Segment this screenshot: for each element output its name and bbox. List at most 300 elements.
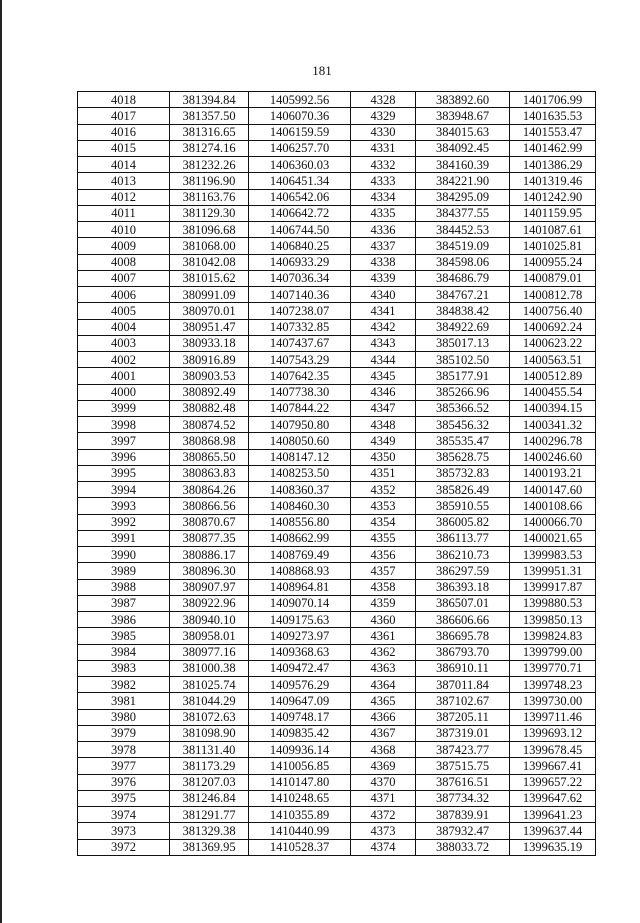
x-coordinate-cell: 385826.49 bbox=[416, 482, 510, 498]
table-row bbox=[78, 465, 596, 481]
point-number-cell: 4353 bbox=[351, 498, 416, 514]
y-coordinate-cell: 1399850.13 bbox=[510, 612, 596, 628]
x-coordinate-cell: 381025.74 bbox=[170, 677, 249, 693]
y-coordinate-cell: 1409576.29 bbox=[249, 677, 351, 693]
point-number-cell: 4338 bbox=[351, 254, 416, 270]
y-coordinate-cell: 1399770.71 bbox=[510, 660, 596, 676]
table-row bbox=[78, 368, 596, 384]
point-number-cell: 4374 bbox=[351, 839, 416, 855]
y-coordinate-cell: 1400812.78 bbox=[510, 287, 596, 303]
y-coordinate-cell: 1407238.07 bbox=[249, 303, 351, 319]
table-row bbox=[78, 693, 596, 709]
y-coordinate-cell: 1409175.63 bbox=[249, 612, 351, 628]
y-coordinate-cell: 1408360.37 bbox=[249, 482, 351, 498]
point-number-cell: 4373 bbox=[351, 823, 416, 839]
table-row bbox=[78, 839, 596, 855]
page-number: 181 bbox=[312, 63, 332, 78]
point-number-cell: 3983 bbox=[78, 660, 170, 676]
point-number-cell: 3978 bbox=[78, 742, 170, 758]
x-coordinate-cell: 380977.16 bbox=[170, 644, 249, 660]
point-number-cell: 3986 bbox=[78, 612, 170, 628]
y-coordinate-cell: 1400341.32 bbox=[510, 417, 596, 433]
table-row bbox=[78, 774, 596, 790]
y-coordinate-cell: 1409748.17 bbox=[249, 709, 351, 725]
x-coordinate-cell: 381044.29 bbox=[170, 693, 249, 709]
x-coordinate-cell: 386393.18 bbox=[416, 579, 510, 595]
y-coordinate-cell: 1410528.37 bbox=[249, 839, 351, 855]
table-row bbox=[78, 579, 596, 595]
x-coordinate-cell: 381196.90 bbox=[170, 173, 249, 189]
point-number-cell: 3980 bbox=[78, 709, 170, 725]
y-coordinate-cell: 1406451.34 bbox=[249, 173, 351, 189]
y-coordinate-cell: 1409368.63 bbox=[249, 644, 351, 660]
point-number-cell: 4007 bbox=[78, 270, 170, 286]
y-coordinate-cell: 1400394.15 bbox=[510, 400, 596, 416]
table-row bbox=[78, 189, 596, 205]
point-number-cell: 3976 bbox=[78, 774, 170, 790]
x-coordinate-cell: 385017.13 bbox=[416, 335, 510, 351]
x-coordinate-cell: 384519.09 bbox=[416, 238, 510, 254]
point-number-cell: 4351 bbox=[351, 465, 416, 481]
x-coordinate-cell: 381000.38 bbox=[170, 660, 249, 676]
point-number-cell: 4337 bbox=[351, 238, 416, 254]
table-row bbox=[78, 352, 596, 368]
point-number-cell: 3994 bbox=[78, 482, 170, 498]
x-coordinate-cell: 381131.40 bbox=[170, 742, 249, 758]
table-row bbox=[78, 384, 596, 400]
y-coordinate-cell: 1401706.99 bbox=[510, 92, 596, 108]
point-number-cell: 4004 bbox=[78, 319, 170, 335]
x-coordinate-cell: 381246.84 bbox=[170, 790, 249, 806]
table-row bbox=[78, 644, 596, 660]
x-coordinate-cell: 380907.97 bbox=[170, 579, 249, 595]
x-coordinate-cell: 384377.55 bbox=[416, 205, 510, 221]
point-number-cell: 4343 bbox=[351, 335, 416, 351]
point-number-cell: 4342 bbox=[351, 319, 416, 335]
y-coordinate-cell: 1408769.49 bbox=[249, 547, 351, 563]
x-coordinate-cell: 380877.35 bbox=[170, 530, 249, 546]
x-coordinate-cell: 380870.67 bbox=[170, 514, 249, 530]
x-coordinate-cell: 381274.16 bbox=[170, 140, 249, 156]
table-row bbox=[78, 530, 596, 546]
y-coordinate-cell: 1400692.24 bbox=[510, 319, 596, 335]
point-number-cell: 4340 bbox=[351, 287, 416, 303]
y-coordinate-cell: 1400147.60 bbox=[510, 482, 596, 498]
point-number-cell: 3979 bbox=[78, 725, 170, 741]
y-coordinate-cell: 1400455.54 bbox=[510, 384, 596, 400]
y-coordinate-cell: 1400296.78 bbox=[510, 433, 596, 449]
y-coordinate-cell: 1401635.53 bbox=[510, 108, 596, 124]
point-number-cell: 4000 bbox=[78, 384, 170, 400]
y-coordinate-cell: 1399641.23 bbox=[510, 807, 596, 823]
x-coordinate-cell: 385910.55 bbox=[416, 498, 510, 514]
x-coordinate-cell: 380886.17 bbox=[170, 547, 249, 563]
x-coordinate-cell: 381042.08 bbox=[170, 254, 249, 270]
y-coordinate-cell: 1407844.22 bbox=[249, 400, 351, 416]
point-number-cell: 4341 bbox=[351, 303, 416, 319]
x-coordinate-cell: 384686.79 bbox=[416, 270, 510, 286]
point-number-cell: 4334 bbox=[351, 189, 416, 205]
x-coordinate-cell: 384838.42 bbox=[416, 303, 510, 319]
x-coordinate-cell: 380874.52 bbox=[170, 417, 249, 433]
y-coordinate-cell: 1400563.51 bbox=[510, 352, 596, 368]
x-coordinate-cell: 385177.91 bbox=[416, 368, 510, 384]
point-number-cell: 3989 bbox=[78, 563, 170, 579]
y-coordinate-cell: 1399635.19 bbox=[510, 839, 596, 855]
point-number-cell: 4001 bbox=[78, 368, 170, 384]
x-coordinate-cell: 380866.56 bbox=[170, 498, 249, 514]
x-coordinate-cell: 387932.47 bbox=[416, 823, 510, 839]
x-coordinate-cell: 381357.50 bbox=[170, 108, 249, 124]
point-number-cell: 3987 bbox=[78, 595, 170, 611]
x-coordinate-cell: 380896.30 bbox=[170, 563, 249, 579]
x-coordinate-cell: 385456.32 bbox=[416, 417, 510, 433]
y-coordinate-cell: 1409472.47 bbox=[249, 660, 351, 676]
x-coordinate-cell: 381316.65 bbox=[170, 124, 249, 140]
y-coordinate-cell: 1406744.50 bbox=[249, 222, 351, 238]
x-coordinate-cell: 385535.47 bbox=[416, 433, 510, 449]
y-coordinate-cell: 1408556.80 bbox=[249, 514, 351, 530]
point-number-cell: 4332 bbox=[351, 157, 416, 173]
x-coordinate-cell: 383892.60 bbox=[416, 92, 510, 108]
table-row bbox=[78, 270, 596, 286]
y-coordinate-cell: 1400246.60 bbox=[510, 449, 596, 465]
point-number-cell: 4371 bbox=[351, 790, 416, 806]
point-number-cell: 4017 bbox=[78, 108, 170, 124]
x-coordinate-cell: 388033.72 bbox=[416, 839, 510, 855]
y-coordinate-cell: 1410147.80 bbox=[249, 774, 351, 790]
x-coordinate-cell: 387319.01 bbox=[416, 725, 510, 741]
y-coordinate-cell: 1399667.41 bbox=[510, 758, 596, 774]
y-coordinate-cell: 1399730.00 bbox=[510, 693, 596, 709]
y-coordinate-cell: 1401087.61 bbox=[510, 222, 596, 238]
table-row bbox=[78, 124, 596, 140]
table-row bbox=[78, 222, 596, 238]
x-coordinate-cell: 384221.90 bbox=[416, 173, 510, 189]
table-row bbox=[78, 108, 596, 124]
table-row bbox=[78, 742, 596, 758]
x-coordinate-cell: 386005.82 bbox=[416, 514, 510, 530]
y-coordinate-cell: 1400623.22 bbox=[510, 335, 596, 351]
table-row bbox=[78, 319, 596, 335]
y-coordinate-cell: 1406542.06 bbox=[249, 189, 351, 205]
point-number-cell: 3996 bbox=[78, 449, 170, 465]
x-coordinate-cell: 381098.90 bbox=[170, 725, 249, 741]
point-number-cell: 3990 bbox=[78, 547, 170, 563]
y-coordinate-cell: 1400066.70 bbox=[510, 514, 596, 530]
point-number-cell: 4339 bbox=[351, 270, 416, 286]
point-number-cell: 4335 bbox=[351, 205, 416, 221]
table-row bbox=[78, 482, 596, 498]
y-coordinate-cell: 1408460.30 bbox=[249, 498, 351, 514]
table-row bbox=[78, 725, 596, 741]
y-coordinate-cell: 1409070.14 bbox=[249, 595, 351, 611]
table-row bbox=[78, 92, 596, 108]
point-number-cell: 3995 bbox=[78, 465, 170, 481]
x-coordinate-cell: 384092.45 bbox=[416, 140, 510, 156]
x-coordinate-cell: 381207.03 bbox=[170, 774, 249, 790]
point-number-cell: 4363 bbox=[351, 660, 416, 676]
x-coordinate-cell: 381096.68 bbox=[170, 222, 249, 238]
point-number-cell: 4329 bbox=[351, 108, 416, 124]
x-coordinate-cell: 381291.77 bbox=[170, 807, 249, 823]
y-coordinate-cell: 1399748.23 bbox=[510, 677, 596, 693]
x-coordinate-cell: 386507.01 bbox=[416, 595, 510, 611]
x-coordinate-cell: 384295.09 bbox=[416, 189, 510, 205]
x-coordinate-cell: 386113.77 bbox=[416, 530, 510, 546]
y-coordinate-cell: 1408868.93 bbox=[249, 563, 351, 579]
point-number-cell: 3997 bbox=[78, 433, 170, 449]
y-coordinate-cell: 1407738.30 bbox=[249, 384, 351, 400]
x-coordinate-cell: 386793.70 bbox=[416, 644, 510, 660]
x-coordinate-cell: 387616.51 bbox=[416, 774, 510, 790]
point-number-cell: 4006 bbox=[78, 287, 170, 303]
point-number-cell: 4015 bbox=[78, 140, 170, 156]
y-coordinate-cell: 1400021.65 bbox=[510, 530, 596, 546]
y-coordinate-cell: 1407332.85 bbox=[249, 319, 351, 335]
point-number-cell: 3998 bbox=[78, 417, 170, 433]
y-coordinate-cell: 1409835.42 bbox=[249, 725, 351, 741]
point-number-cell: 4003 bbox=[78, 335, 170, 351]
y-coordinate-cell: 1409647.09 bbox=[249, 693, 351, 709]
y-coordinate-cell: 1400193.21 bbox=[510, 465, 596, 481]
x-coordinate-cell: 384452.53 bbox=[416, 222, 510, 238]
point-number-cell: 4336 bbox=[351, 222, 416, 238]
y-coordinate-cell: 1400108.66 bbox=[510, 498, 596, 514]
point-number-cell: 4349 bbox=[351, 433, 416, 449]
point-number-cell: 4002 bbox=[78, 352, 170, 368]
table-row bbox=[78, 254, 596, 270]
point-number-cell: 4358 bbox=[351, 579, 416, 595]
table-row bbox=[78, 303, 596, 319]
table-row bbox=[78, 563, 596, 579]
point-number-cell: 4344 bbox=[351, 352, 416, 368]
point-number-cell: 4014 bbox=[78, 157, 170, 173]
table-row bbox=[78, 514, 596, 530]
y-coordinate-cell: 1406159.59 bbox=[249, 124, 351, 140]
y-coordinate-cell: 1406933.29 bbox=[249, 254, 351, 270]
y-coordinate-cell: 1406642.72 bbox=[249, 205, 351, 221]
y-coordinate-cell: 1408050.60 bbox=[249, 433, 351, 449]
point-number-cell: 4365 bbox=[351, 693, 416, 709]
point-number-cell: 3981 bbox=[78, 693, 170, 709]
table-row bbox=[78, 677, 596, 693]
y-coordinate-cell: 1407642.35 bbox=[249, 368, 351, 384]
point-number-cell: 4369 bbox=[351, 758, 416, 774]
y-coordinate-cell: 1407437.67 bbox=[249, 335, 351, 351]
x-coordinate-cell: 387102.67 bbox=[416, 693, 510, 709]
point-number-cell: 4356 bbox=[351, 547, 416, 563]
table-row bbox=[78, 498, 596, 514]
y-coordinate-cell: 1401553.47 bbox=[510, 124, 596, 140]
y-coordinate-cell: 1399693.12 bbox=[510, 725, 596, 741]
point-number-cell: 3972 bbox=[78, 839, 170, 855]
x-coordinate-cell: 381394.84 bbox=[170, 92, 249, 108]
table-row bbox=[78, 173, 596, 189]
x-coordinate-cell: 380868.98 bbox=[170, 433, 249, 449]
y-coordinate-cell: 1400756.40 bbox=[510, 303, 596, 319]
x-coordinate-cell: 380892.49 bbox=[170, 384, 249, 400]
x-coordinate-cell: 380951.47 bbox=[170, 319, 249, 335]
x-coordinate-cell: 384160.39 bbox=[416, 157, 510, 173]
y-coordinate-cell: 1401462.99 bbox=[510, 140, 596, 156]
x-coordinate-cell: 380958.01 bbox=[170, 628, 249, 644]
x-coordinate-cell: 381369.95 bbox=[170, 839, 249, 855]
x-coordinate-cell: 386910.11 bbox=[416, 660, 510, 676]
point-number-cell: 4013 bbox=[78, 173, 170, 189]
y-coordinate-cell: 1399824.83 bbox=[510, 628, 596, 644]
y-coordinate-cell: 1409936.14 bbox=[249, 742, 351, 758]
x-coordinate-cell: 383948.67 bbox=[416, 108, 510, 124]
y-coordinate-cell: 1408662.99 bbox=[249, 530, 351, 546]
y-coordinate-cell: 1401386.29 bbox=[510, 157, 596, 173]
table-row bbox=[78, 400, 596, 416]
point-number-cell: 4355 bbox=[351, 530, 416, 546]
table-row bbox=[78, 807, 596, 823]
table-row bbox=[78, 205, 596, 221]
table-row bbox=[78, 335, 596, 351]
point-number-cell: 4018 bbox=[78, 92, 170, 108]
y-coordinate-cell: 1407950.80 bbox=[249, 417, 351, 433]
table-row bbox=[78, 660, 596, 676]
y-coordinate-cell: 1401242.90 bbox=[510, 189, 596, 205]
y-coordinate-cell: 1399637.44 bbox=[510, 823, 596, 839]
x-coordinate-cell: 380863.83 bbox=[170, 465, 249, 481]
table-row bbox=[78, 140, 596, 156]
point-number-cell: 3982 bbox=[78, 677, 170, 693]
point-number-cell: 4364 bbox=[351, 677, 416, 693]
point-number-cell: 4009 bbox=[78, 238, 170, 254]
point-number-cell: 3973 bbox=[78, 823, 170, 839]
table-row bbox=[78, 449, 596, 465]
point-number-cell: 4333 bbox=[351, 173, 416, 189]
x-coordinate-cell: 387423.77 bbox=[416, 742, 510, 758]
point-number-cell: 3988 bbox=[78, 579, 170, 595]
y-coordinate-cell: 1399799.00 bbox=[510, 644, 596, 660]
x-coordinate-cell: 381015.62 bbox=[170, 270, 249, 286]
table-row bbox=[78, 157, 596, 173]
x-coordinate-cell: 387734.32 bbox=[416, 790, 510, 806]
point-number-cell: 4348 bbox=[351, 417, 416, 433]
y-coordinate-cell: 1406360.03 bbox=[249, 157, 351, 173]
point-number-cell: 4360 bbox=[351, 612, 416, 628]
point-number-cell: 4347 bbox=[351, 400, 416, 416]
x-coordinate-cell: 380933.18 bbox=[170, 335, 249, 351]
y-coordinate-cell: 1399917.87 bbox=[510, 579, 596, 595]
table-row bbox=[78, 287, 596, 303]
x-coordinate-cell: 384922.69 bbox=[416, 319, 510, 335]
x-coordinate-cell: 387205.11 bbox=[416, 709, 510, 725]
point-number-cell: 4328 bbox=[351, 92, 416, 108]
x-coordinate-cell: 385266.96 bbox=[416, 384, 510, 400]
point-number-cell: 4367 bbox=[351, 725, 416, 741]
point-number-cell: 4370 bbox=[351, 774, 416, 790]
table-row bbox=[78, 417, 596, 433]
point-number-cell: 4016 bbox=[78, 124, 170, 140]
x-coordinate-cell: 384015.63 bbox=[416, 124, 510, 140]
x-coordinate-cell: 385628.75 bbox=[416, 449, 510, 465]
table-row bbox=[78, 823, 596, 839]
point-number-cell: 4331 bbox=[351, 140, 416, 156]
table-row bbox=[78, 612, 596, 628]
y-coordinate-cell: 1399678.45 bbox=[510, 742, 596, 758]
x-coordinate-cell: 380903.53 bbox=[170, 368, 249, 384]
x-coordinate-cell: 384598.06 bbox=[416, 254, 510, 270]
x-coordinate-cell: 386210.73 bbox=[416, 547, 510, 563]
table-row bbox=[78, 709, 596, 725]
x-coordinate-cell: 386606.66 bbox=[416, 612, 510, 628]
point-number-cell: 3985 bbox=[78, 628, 170, 644]
table-row bbox=[78, 758, 596, 774]
x-coordinate-cell: 387839.91 bbox=[416, 807, 510, 823]
point-number-cell: 4010 bbox=[78, 222, 170, 238]
x-coordinate-cell: 387515.75 bbox=[416, 758, 510, 774]
y-coordinate-cell: 1399711.46 bbox=[510, 709, 596, 725]
table-row bbox=[78, 547, 596, 563]
y-coordinate-cell: 1407140.36 bbox=[249, 287, 351, 303]
y-coordinate-cell: 1399657.22 bbox=[510, 774, 596, 790]
point-number-cell: 4011 bbox=[78, 205, 170, 221]
x-coordinate-cell: 380991.09 bbox=[170, 287, 249, 303]
table-row bbox=[78, 790, 596, 806]
x-coordinate-cell: 380922.96 bbox=[170, 595, 249, 611]
point-number-cell: 4008 bbox=[78, 254, 170, 270]
y-coordinate-cell: 1399983.53 bbox=[510, 547, 596, 563]
x-coordinate-cell: 380970.01 bbox=[170, 303, 249, 319]
x-coordinate-cell: 380940.10 bbox=[170, 612, 249, 628]
x-coordinate-cell: 381329.38 bbox=[170, 823, 249, 839]
point-number-cell: 3974 bbox=[78, 807, 170, 823]
y-coordinate-cell: 1401159.95 bbox=[510, 205, 596, 221]
point-number-cell: 4354 bbox=[351, 514, 416, 530]
x-coordinate-cell: 380864.26 bbox=[170, 482, 249, 498]
y-coordinate-cell: 1406840.25 bbox=[249, 238, 351, 254]
x-coordinate-cell: 381163.76 bbox=[170, 189, 249, 205]
point-number-cell: 4350 bbox=[351, 449, 416, 465]
y-coordinate-cell: 1401319.46 bbox=[510, 173, 596, 189]
x-coordinate-cell: 386695.78 bbox=[416, 628, 510, 644]
x-coordinate-cell: 380916.89 bbox=[170, 352, 249, 368]
y-coordinate-cell: 1400512.89 bbox=[510, 368, 596, 384]
y-coordinate-cell: 1399647.62 bbox=[510, 790, 596, 806]
table-row bbox=[78, 595, 596, 611]
point-number-cell: 3999 bbox=[78, 400, 170, 416]
table-row bbox=[78, 628, 596, 644]
x-coordinate-cell: 381173.29 bbox=[170, 758, 249, 774]
y-coordinate-cell: 1406257.70 bbox=[249, 140, 351, 156]
y-coordinate-cell: 1399951.31 bbox=[510, 563, 596, 579]
point-number-cell: 4372 bbox=[351, 807, 416, 823]
point-number-cell: 4330 bbox=[351, 124, 416, 140]
point-number-cell: 4357 bbox=[351, 563, 416, 579]
x-coordinate-cell: 381232.26 bbox=[170, 157, 249, 173]
x-coordinate-cell: 380882.48 bbox=[170, 400, 249, 416]
y-coordinate-cell: 1407036.34 bbox=[249, 270, 351, 286]
y-coordinate-cell: 1408253.50 bbox=[249, 465, 351, 481]
y-coordinate-cell: 1406070.36 bbox=[249, 108, 351, 124]
y-coordinate-cell: 1410248.65 bbox=[249, 790, 351, 806]
point-number-cell: 4345 bbox=[351, 368, 416, 384]
y-coordinate-cell: 1399880.53 bbox=[510, 595, 596, 611]
y-coordinate-cell: 1408964.81 bbox=[249, 579, 351, 595]
point-number-cell: 3993 bbox=[78, 498, 170, 514]
x-coordinate-cell: 384767.21 bbox=[416, 287, 510, 303]
y-coordinate-cell: 1405992.56 bbox=[249, 92, 351, 108]
x-coordinate-cell: 380865.50 bbox=[170, 449, 249, 465]
x-coordinate-cell: 381129.30 bbox=[170, 205, 249, 221]
y-coordinate-cell: 1409273.97 bbox=[249, 628, 351, 644]
y-coordinate-cell: 1410056.85 bbox=[249, 758, 351, 774]
